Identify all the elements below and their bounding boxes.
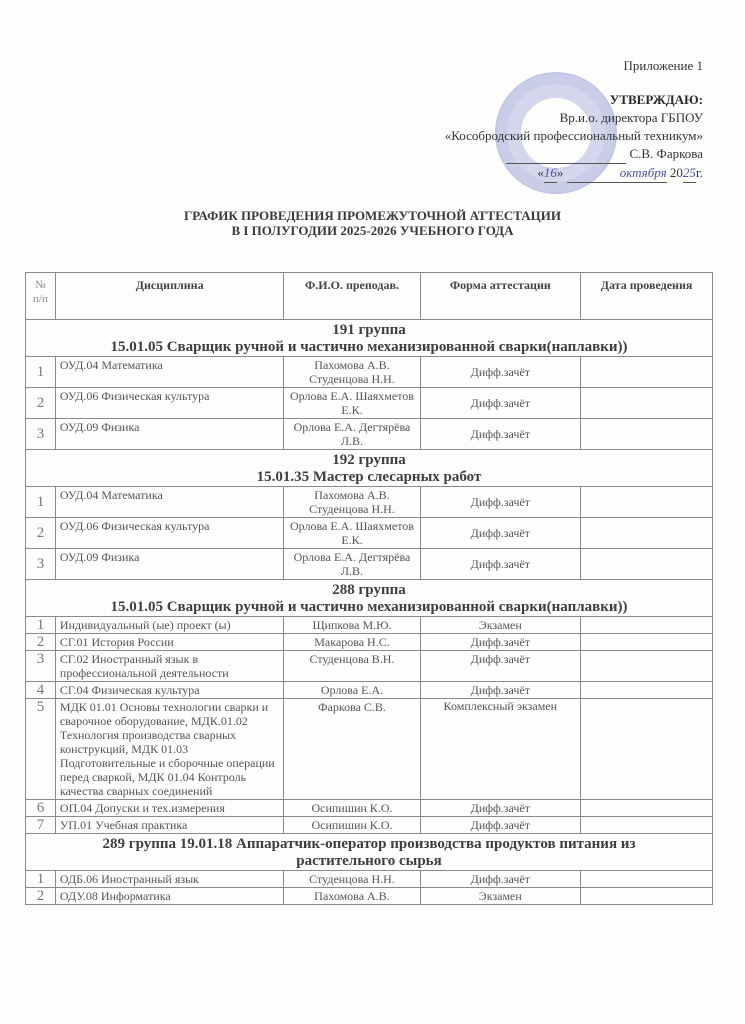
row-date: [581, 634, 713, 651]
row-form: Дифф.зачёт: [420, 549, 581, 580]
row-form: Дифф.зачёт: [420, 871, 581, 888]
row-form: Дифф.зачёт: [420, 388, 581, 419]
group-specialty: 15.01.05 Сварщик ручной и частично механизированной сварки(наплавки)): [110, 599, 628, 615]
row-form: Экзамен: [420, 888, 581, 905]
document-title: [0, 208, 745, 238]
header-teacher: Ф.И.О. преподав.: [284, 273, 420, 320]
group-name: 289 группа 19.01.18 Аппаратчик-оператор производства продуктов питания из растительного сырья: [102, 836, 636, 869]
row-discipline: СГ.02 Иностранный язык в профессиональной деятельности: [55, 651, 284, 682]
row-num: 7: [26, 817, 56, 834]
row-teacher: Осипишин К.О.: [284, 817, 420, 834]
signatory-name: С.В. Фаркова: [629, 146, 703, 161]
row-num: 2: [26, 634, 56, 651]
row-date: [581, 651, 713, 682]
row-discipline: СГ.01 История России: [55, 634, 284, 651]
row-date: [581, 487, 713, 518]
approval-date: «16» октября 2025г.: [445, 164, 703, 183]
row-teacher: Орлова Е.А. Дегтярёва Л.В.: [284, 419, 420, 450]
row-form: Дифф.зачёт: [420, 357, 581, 388]
table-row: [26, 419, 713, 450]
row-discipline: ОУД.06 Физическая культура: [55, 518, 284, 549]
row-form: Дифф.зачёт: [420, 419, 581, 450]
table-row: [26, 634, 713, 651]
row-date: [581, 871, 713, 888]
row-discipline: Индивидуальный (ые) проект (ы): [55, 617, 284, 634]
row-discipline: ОУД.09 Физика: [55, 419, 284, 450]
row-discipline: МДК 01.01 Основы технологии сварки и сварочное оборудование, МДК.01.02 Технология производства сварных конструкций, МДК 01.03 Подготовительные и сборочные операции перед сваркой, МДК 01.04 Контроль качества сварных соединений: [55, 699, 284, 800]
row-discipline: ОДБ.06 Иностранный язык: [55, 871, 284, 888]
row-num: 4: [26, 682, 56, 699]
row-teacher: Пахомова А.В. Студенцова Н.Н.: [284, 487, 420, 518]
date-year-unit: г.: [695, 165, 703, 180]
date-month: октября: [567, 164, 667, 183]
row-teacher: Пахомова А.В. Студенцова Н.Н.: [284, 357, 420, 388]
row-num: 6: [26, 800, 56, 817]
row-date: [581, 549, 713, 580]
approval-block: [445, 57, 703, 183]
table-row: [26, 682, 713, 699]
row-teacher: Щипкова М.Ю.: [284, 617, 420, 634]
table-header-row: [26, 273, 713, 320]
row-teacher: Фаркова С.В.: [284, 699, 420, 800]
group-header-191: [26, 320, 713, 357]
row-discipline: ОУД.09 Физика: [55, 549, 284, 580]
row-teacher: Студенцова В.Н.: [284, 651, 420, 682]
group-header-289: [26, 834, 713, 871]
group-name: 288 группа: [332, 582, 406, 598]
table-row: [26, 487, 713, 518]
row-num: 2: [26, 388, 56, 419]
row-discipline: ОУД.04 Математика: [55, 487, 284, 518]
row-date: [581, 388, 713, 419]
table-row: [26, 357, 713, 388]
row-num: 1: [26, 487, 56, 518]
row-num: 5: [26, 699, 56, 800]
row-num: 1: [26, 357, 56, 388]
row-num: 1: [26, 617, 56, 634]
group-specialty: 15.01.05 Сварщик ручной и частично механизированной сварки(наплавки)): [110, 339, 628, 355]
row-date: [581, 800, 713, 817]
row-form: Экзамен: [420, 617, 581, 634]
row-teacher: Орлова Е.А.: [284, 682, 420, 699]
row-discipline: УП.01 Учебная практика: [55, 817, 284, 834]
row-date: [581, 817, 713, 834]
appendix-label: Приложение 1: [623, 58, 703, 73]
row-date: [581, 617, 713, 634]
row-form: Дифф.зачёт: [420, 817, 581, 834]
row-teacher: Студенцова Н.Н.: [284, 871, 420, 888]
row-num: 3: [26, 651, 56, 682]
row-form: Дифф.зачёт: [420, 487, 581, 518]
date-year-suffix: 25: [683, 164, 696, 183]
row-num: 3: [26, 549, 56, 580]
table-row: [26, 871, 713, 888]
row-date: [581, 682, 713, 699]
row-date: [581, 419, 713, 450]
header-form: Форма аттестации: [420, 273, 581, 320]
table-row: [26, 651, 713, 682]
group-name: 192 группа: [332, 452, 406, 468]
row-form: Дифф.зачёт: [420, 800, 581, 817]
table-row: [26, 888, 713, 905]
header-discipline: Дисциплина: [55, 273, 284, 320]
row-discipline: ОДУ.08 Информатика: [55, 888, 284, 905]
row-discipline: ОП.04 Допуски и тех.измерения: [55, 800, 284, 817]
table-row: [26, 817, 713, 834]
row-discipline: ОУД.04 Математика: [55, 357, 284, 388]
row-discipline: СГ.04 Физическая культура: [55, 682, 284, 699]
row-form: Дифф.зачёт: [420, 634, 581, 651]
row-form: Комплексный экзамен: [420, 699, 581, 800]
title-line-2: В I ПОЛУГОДИИ 2025-2026 УЧЕБНОГО ГОДА: [231, 223, 514, 238]
row-date: [581, 357, 713, 388]
row-teacher: Орлова Е.А. Дегтярёва Л.В.: [284, 549, 420, 580]
row-num: 3: [26, 419, 56, 450]
row-form: Дифф.зачёт: [420, 651, 581, 682]
table-row: [26, 549, 713, 580]
row-date: [581, 518, 713, 549]
table-row: [26, 617, 713, 634]
header-num: № п/п: [26, 273, 56, 320]
date-year-prefix: 20: [669, 165, 683, 180]
signature-line: [445, 145, 703, 164]
group-header-192: [26, 450, 713, 487]
row-date: [581, 699, 713, 800]
row-teacher: Осипишин К.О.: [284, 800, 420, 817]
title-line-1: ГРАФИК ПРОВЕДЕНИЯ ПРОМЕЖУТОЧНОЙ АТТЕСТАЦИИ: [183, 208, 562, 223]
table-row: [26, 800, 713, 817]
group-name: 191 группа: [332, 322, 406, 338]
row-form: Дифф.зачёт: [420, 518, 581, 549]
organization-name: «Кособродский профессиональный техникум»: [444, 128, 703, 143]
header-date: Дата проведения: [581, 273, 713, 320]
date-day: 16: [544, 164, 557, 183]
approve-heading: УТВЕРЖДАЮ:: [609, 92, 703, 107]
group-specialty: 15.01.35 Мастер слесарных работ: [256, 469, 482, 485]
row-teacher: Пахомова А.В.: [284, 888, 420, 905]
attestation-schedule-table: [25, 272, 713, 905]
row-form: Дифф.зачёт: [420, 682, 581, 699]
group-header-288: [26, 580, 713, 617]
table-row: [26, 388, 713, 419]
table-row: [26, 699, 713, 800]
row-num: 2: [26, 888, 56, 905]
approver-position: Вр.и.о. директора ГБПОУ: [559, 110, 703, 125]
table-row: [26, 518, 713, 549]
row-date: [581, 888, 713, 905]
row-teacher: Орлова Е.А. Шаяхметов Е.К.: [284, 388, 420, 419]
row-num: 1: [26, 871, 56, 888]
row-teacher: Орлова Е.А. Шаяхметов Е.К.: [284, 518, 420, 549]
row-discipline: ОУД.06 Физическая культура: [55, 388, 284, 419]
row-teacher: Макарова Н.С.: [284, 634, 420, 651]
row-num: 2: [26, 518, 56, 549]
